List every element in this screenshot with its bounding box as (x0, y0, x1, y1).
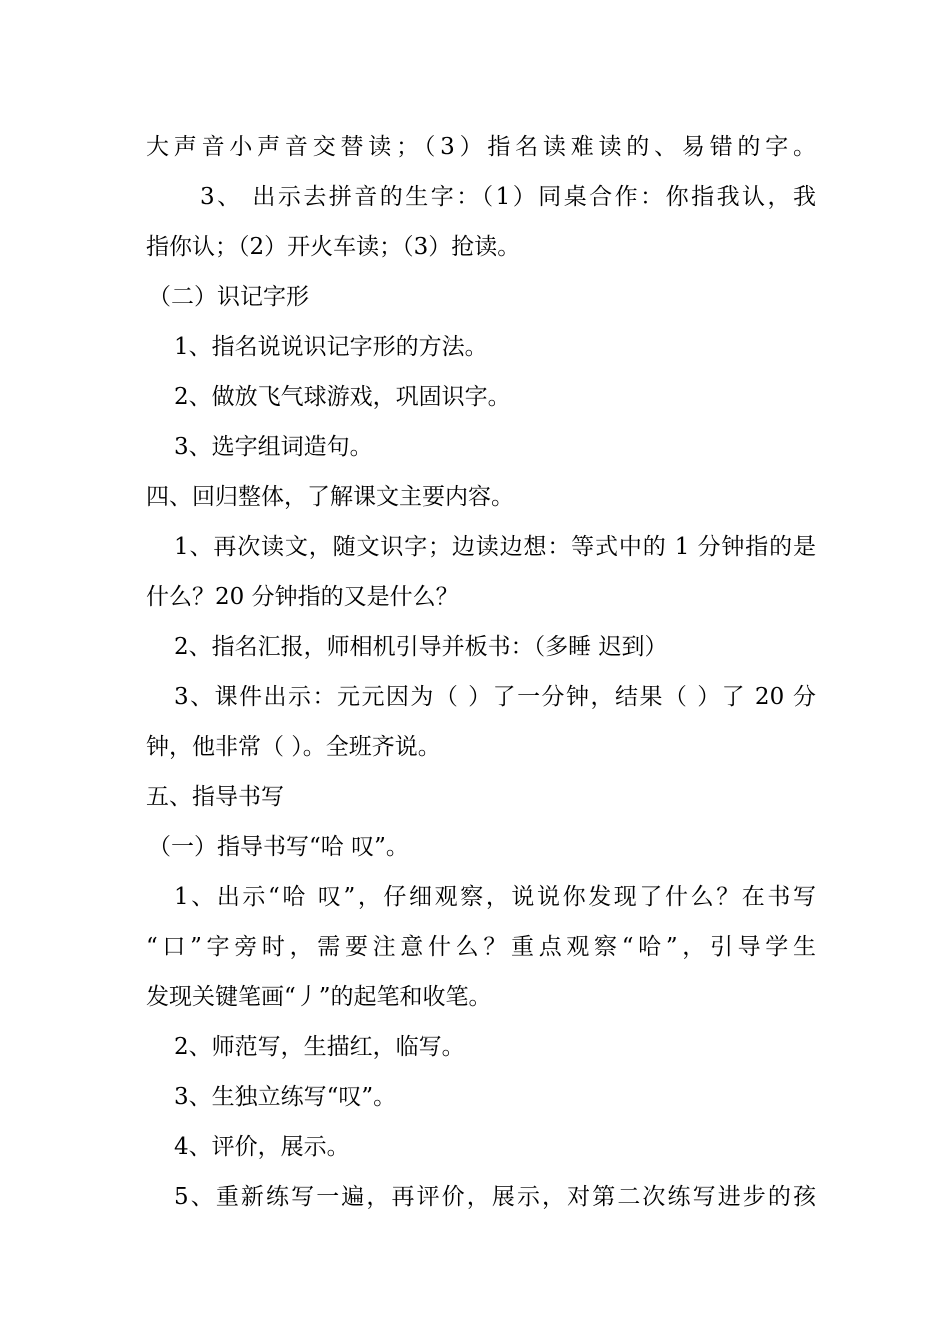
text-line-19: 2、师范写，生描红，临写。 (174, 1034, 465, 1060)
text-line-12: 3、课件出示：元元因为（ ）了一分钟，结果（ ）了 20 分 (174, 684, 816, 710)
text-line-10: 什么？20 分钟指的又是什么？ (146, 584, 459, 610)
text-line-5: 1、指名说说识记字形的方法。 (174, 334, 488, 360)
text-line-18: 发现关键笔画“丿”的起笔和收笔。 (146, 984, 492, 1010)
text-line-7: 3、选字组词造句。 (174, 434, 373, 460)
text-line-13: 钟，他非常（ ）。全班齐说。 (146, 734, 441, 760)
text-line-3: 指你认；（2）开火车读；（3）抢读。 (146, 234, 521, 260)
text-line-20: 3、生独立练写“叹”。 (174, 1084, 397, 1110)
text-line-11: 2、指名汇报，师相机引导并板书：（多睡 迟到） (174, 634, 668, 660)
text-line-21: 4、评价，展示。 (174, 1134, 350, 1160)
subsection-heading-ha-tan: （一）指导书写“哈 叹”。 (148, 834, 409, 860)
text-line-22: 5、重新练写一遍，再评价，展示，对第二次练写进步的孩 (174, 1184, 816, 1210)
text-line-16: 1、出示“哈 叹”，仔细观察，说说你发现了什么？在书写 (174, 884, 816, 910)
section-heading-hui-gui-zheng-ti: 四、回归整体，了解课文主要内容。 (146, 484, 514, 510)
section-heading-shi-ji-zi-xing: （二）识记字形 (148, 284, 309, 310)
text-line-17: “口”字旁时，需要注意什么？重点观察“哈”，引导学生 (146, 934, 816, 960)
text-line-1: 大声音小声音交替读；（3）指名读难读的、易错的字。 (146, 134, 816, 160)
text-line-9: 1、再次读文，随文识字；边读边想：等式中的 1 分钟指的是 (174, 534, 816, 560)
text-line-2: 3、 出示去拼音的生字：（1）同桌合作：你指我认，我 (200, 184, 816, 210)
text-line-6: 2、做放飞气球游戏，巩固识字。 (174, 384, 511, 410)
section-heading-zhi-dao-shu-xie: 五、指导书写 (146, 784, 284, 810)
